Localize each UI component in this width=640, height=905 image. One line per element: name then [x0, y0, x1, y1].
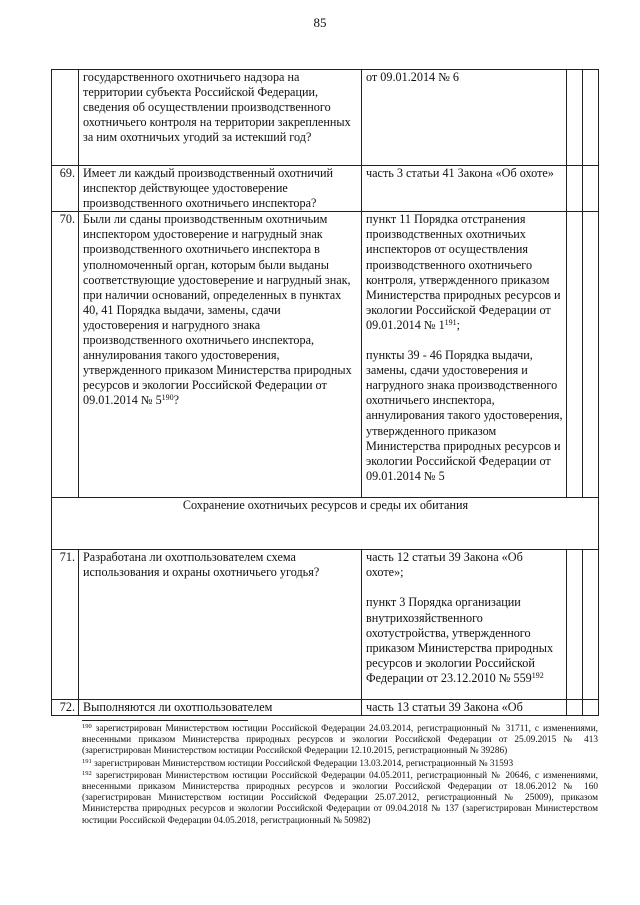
- reference-paragraph: пункты 39 - 46 Порядка выдачи, замены, сдачи удостоверения и нагрудного знака производственного охотничьего инспектора, аннулирования такого удостоверения, утвержденного приказом Министерства природных ресурсов и экологии Российской Федерации от 09.01.2014 № 5: [366, 348, 563, 483]
- row-number-cell: 69.: [52, 166, 79, 212]
- checklist-table: [51, 69, 599, 716]
- footnote-marker: 190: [82, 723, 92, 730]
- section-title: Сохранение охотничьих ресурсов и среды их обитания: [52, 498, 599, 550]
- question-end: ?: [173, 393, 180, 408]
- empty-cell: [583, 212, 599, 498]
- footnote-ref: 192: [531, 670, 544, 680]
- table-row: [52, 700, 599, 716]
- question-cell: Имеет ли каждый производственный охотничий инспектор действующее удостоверение производственного охотничьего инспектора?: [79, 166, 362, 212]
- reference-cell: часть 13 статьи 39 Закона «Об: [362, 700, 567, 716]
- footnote-text: зарегистрирован Министерством юстиции Российской Федерации 24.03.2014, регистрационный № 31711, с изменениями, внесенными приказом Министерства природных ресурсов и экологии Российской Федерации от 25.09.2015 № 413 (зарегистрирован Министерством юстиции Российской Федерации 12.10.2015, регистрационный № 39286): [82, 724, 598, 757]
- reference-text: пункт 3 Порядка организации внутрихозяйственного охотустройства, утвержденного приказом Министерства природных ресурсов и экологии Российской Федерации от 23.12.2010 № 559: [366, 595, 554, 685]
- empty-cell: [567, 550, 583, 700]
- empty-cell: [583, 70, 599, 166]
- footnote: [82, 771, 598, 827]
- footnote-marker: 192: [82, 769, 92, 777]
- footnote-ref: 190: [161, 393, 174, 403]
- footnote: [82, 759, 598, 770]
- reference-cell: [362, 212, 567, 498]
- reference-cell: [362, 550, 567, 700]
- empty-cell: [583, 166, 599, 212]
- footnote-text: зарегистрирован Министерством юстиции Российской Федерации 04.05.2011, регистрационный № 20646, с изменениями, внесенными приказом Министерства природных ресурсов и экологии Российской Федерации от 18.06.2012 № 160 (зарегистрирован Министерством юстиции Российской Федерации 25.07.2012, регистрационный № 25009), приказом Министерства природных ресурсов и экологии Российской Федерации от 09.04.2018 № 137 (зарегистрирован Министерством юстиции Российской Федерации 04.05.2018, регистрационный № 50982): [82, 770, 598, 826]
- reference-paragraph: часть 12 статьи 39 Закона «Об охоте»;: [366, 550, 523, 580]
- footnote-ref: 191: [444, 317, 457, 327]
- empty-cell: [583, 700, 599, 716]
- row-number-cell: 71.: [52, 550, 79, 700]
- question-cell: [79, 212, 362, 498]
- reference-end: ;: [456, 317, 461, 332]
- row-number-cell: 72.: [52, 700, 79, 716]
- question-cell: Разработана ли охотпользователем схема использования и охраны охотничьего угодья?: [79, 550, 362, 700]
- question-text: Были ли сданы производственным охотничьим инспектором удостоверение и нагрудный знак производственного охотничьего инспектора в уполномоченный орган, которым были выданы соответствующие удостоверение и нагрудный знак, при наличии оснований, определенных в пунктах 40, 41 Порядка выдачи, замены, сдачи удостоверения и нагрудного знака производственного охотничьего инспектора, аннулирования такого удостоверения, утвержденного приказом Министерства природных ресурсов и экологии Российской Федерации от 09.01.2014 № 5: [83, 212, 352, 408]
- footnote-text: зарегистрирован Министерством юстиции Российской Федерации 13.03.2014, регистрационный № 31593: [91, 758, 514, 769]
- empty-cell: [567, 70, 583, 166]
- row-number-cell: [52, 70, 79, 166]
- empty-cell: [583, 550, 599, 700]
- row-number-cell: 70.: [52, 212, 79, 498]
- footnote-divider: [82, 720, 248, 721]
- question-cell: государственного охотничьего надзора на территории субъекта Российской Федерации, сведения об осуществлении производственного охотничьего контроля на территории закрепленных за ним охотничьих угодий за истекший год?: [79, 70, 362, 166]
- section-row: [52, 498, 599, 550]
- reference-paragraph: [366, 595, 563, 686]
- table-row: [52, 166, 599, 212]
- footnotes: [82, 724, 598, 828]
- reference-text: пункт 11 Порядка отстранения производственных охотничьих инспекторов от осуществления производственного охотничьего контроля, утвержденного приказом Министерства природных ресурсов и экологии Российской Федерации от 09.01.2014 № 1: [366, 212, 561, 332]
- table-row: [52, 212, 599, 498]
- footnote-marker: 191: [82, 757, 92, 765]
- footnote: [82, 724, 598, 758]
- reference-cell: часть 3 статьи 41 Закона «Об охоте»: [362, 166, 567, 212]
- table-row: [52, 550, 599, 700]
- empty-cell: [567, 700, 583, 716]
- page-number: 85: [313, 15, 327, 30]
- empty-cell: [567, 166, 583, 212]
- reference-cell: от 09.01.2014 № 6: [362, 70, 567, 166]
- empty-cell: [567, 212, 583, 498]
- question-cell: Выполняются ли охотпользователем: [79, 700, 362, 716]
- reference-paragraph: [366, 212, 563, 333]
- table-row: [52, 70, 599, 166]
